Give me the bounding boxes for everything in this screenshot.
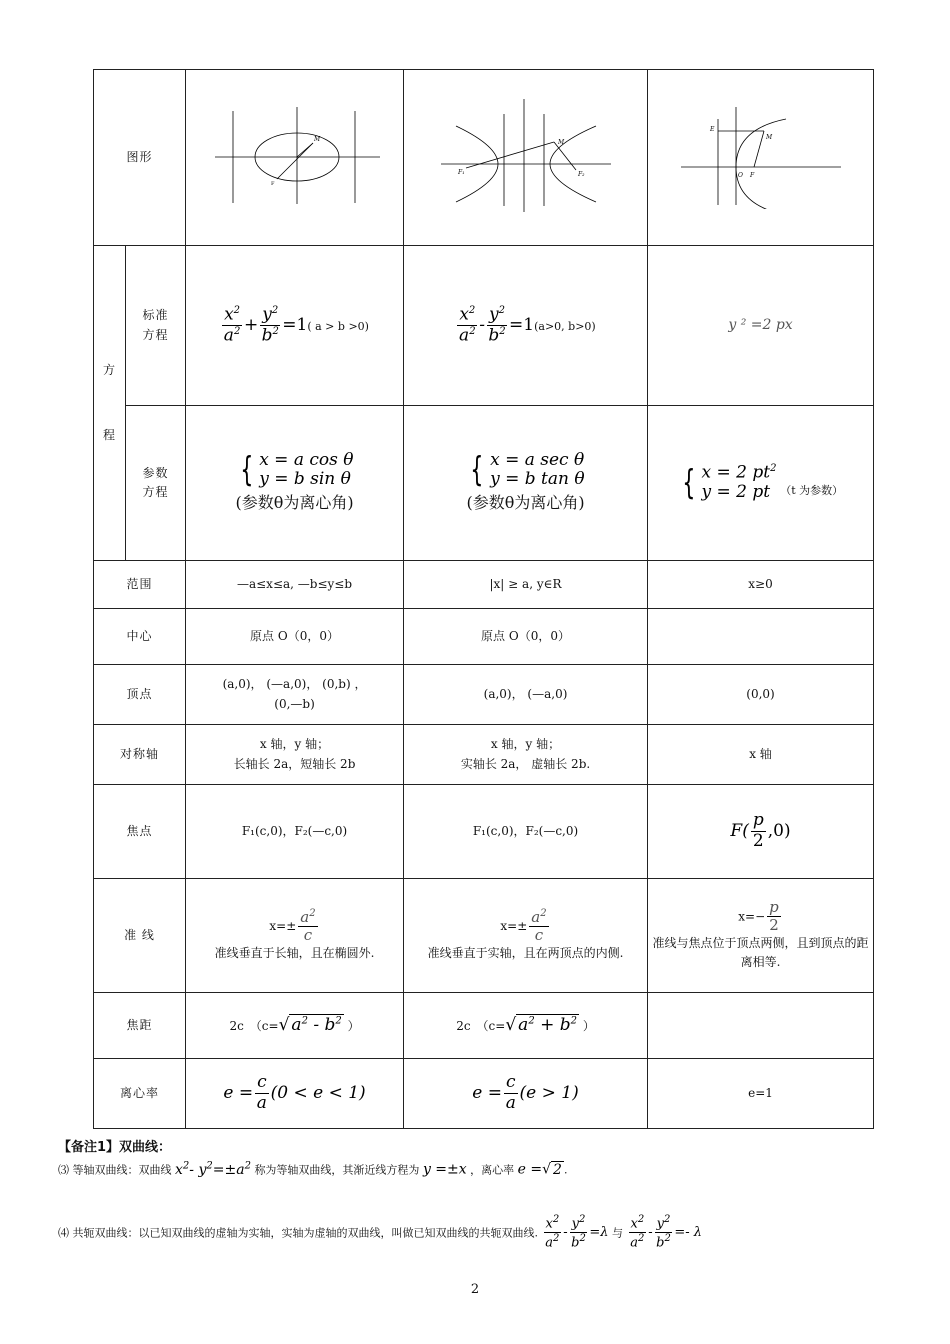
focal-label: 焦距 bbox=[94, 993, 186, 1059]
parabola-standard bbox=[648, 246, 874, 406]
eccentricity-ellipse: e = $\frac{c}{a}$ (0 < e < 1) bbox=[186, 1059, 404, 1129]
axis-row bbox=[94, 725, 874, 785]
eccentricity-label: 离心率 bbox=[94, 1059, 186, 1129]
note-4-with: 与 bbox=[612, 1226, 623, 1240]
vertex-ellipse bbox=[186, 665, 404, 725]
directrix-hyperbola-note: 准线垂直于实轴，且在两顶点的内侧. bbox=[427, 946, 624, 961]
focal-hyperbola: 2c （c=√ $a^2 + b^2$ ） bbox=[404, 993, 648, 1059]
axis-ellipse-line2: 长轴长 2a，短轴长 2b bbox=[233, 756, 356, 771]
note-4: ⑷ 共轭双曲线：以已知双曲线的虚轴为实轴，实轴为虚轴的双曲线，叫做已知双曲线的共轭双曲线. $\frac{x^2}{a^2}$ - $\frac{y^2}{b^2}$ =λ 与 $\frac{x^2}{a^2}$ - $\frac{y^2}{b^2}$ =- λ bbox=[58, 1214, 703, 1251]
ellipse-param-note: (参数θ为离心角) bbox=[235, 492, 354, 512]
axis-ellipse bbox=[186, 725, 404, 785]
axis-hyperbola bbox=[404, 725, 648, 785]
hyperbola-standard: $\frac{x^2}{a^2}$ - $\frac{y^2}{b^2}$ =1(a>0, b>0) bbox=[404, 246, 648, 406]
ellipse-diagram bbox=[205, 99, 385, 209]
directrix-parabola-prefix: x=− bbox=[738, 908, 766, 923]
hyperbola-standard-condition: (a>0, b>0) bbox=[534, 320, 596, 333]
center-parabola bbox=[648, 609, 874, 665]
directrix-hyperbola-prefix: x=± bbox=[500, 918, 528, 933]
axis-hyperbola-line2: 实轴长 2a， 虚轴长 2b. bbox=[460, 756, 591, 771]
hyperbola-param-y: y = b tan θ bbox=[490, 469, 585, 490]
eccentricity-hyperbola: e = $\frac{c}{a}$ (e > 1) bbox=[404, 1059, 648, 1129]
param-label bbox=[126, 406, 186, 561]
parabola-figure bbox=[648, 70, 874, 246]
equation-group-label-1: 方 bbox=[102, 362, 116, 377]
figure-label: 图形 bbox=[94, 70, 186, 246]
parabola-param-x: x = 2 pt bbox=[701, 462, 771, 483]
focal-ellipse: 2c （c=√ $a^2 - b^2$ ） bbox=[186, 993, 404, 1059]
standard-label-text: 标准方程 bbox=[142, 308, 169, 342]
directrix-ellipse: x=± $\frac{a^2}{c}$ 准线垂直于长轴，且在椭圆外. bbox=[186, 879, 404, 993]
svg-text:F: F bbox=[270, 181, 274, 188]
svg-text:F: F bbox=[749, 172, 754, 180]
parabola-standard-text: y ² =2 px bbox=[728, 317, 793, 334]
focal-parabola bbox=[648, 993, 874, 1059]
axis-label: 对称轴 bbox=[94, 725, 186, 785]
vertex-ellipse-line2: (0,—b) bbox=[274, 696, 315, 711]
directrix-parabola: x=− $\frac{p}{2}$ 准线与焦点位于顶点两侧，且到顶点的距离相等. bbox=[648, 879, 874, 993]
equation-group-label-2: 程 bbox=[102, 428, 116, 442]
range-hyperbola: |x| ≥ a, y∈R bbox=[404, 561, 648, 609]
axis-hyperbola-line1: x 轴，y 轴； bbox=[490, 737, 561, 752]
center-label: 中心 bbox=[94, 609, 186, 665]
figure-row bbox=[94, 70, 874, 246]
directrix-ellipse-prefix: x=± bbox=[269, 918, 297, 933]
conic-table bbox=[93, 69, 874, 1129]
note-3-prefix: ⑶ 等轴双曲线：双曲线 bbox=[58, 1163, 172, 1177]
note-3-mid2: ，离心率 bbox=[470, 1163, 515, 1177]
focus-label: 焦点 bbox=[94, 785, 186, 879]
vertex-row bbox=[94, 665, 874, 725]
notes-heading: 【备注1】双曲线： bbox=[58, 1140, 172, 1155]
focus-parabola: F( $\frac{p}{2}$ ,0) bbox=[648, 785, 874, 879]
focal-hyperbola-prefix: 2c （c= bbox=[456, 1018, 506, 1033]
svg-text:M: M bbox=[557, 139, 564, 147]
range-parabola: x≥0 bbox=[648, 561, 874, 609]
range-label: 范围 bbox=[94, 561, 186, 609]
directrix-hyperbola: x=± $\frac{a^2}{c}$ 准线垂直于实轴，且在两顶点的内侧. bbox=[404, 879, 648, 993]
svg-text:E: E bbox=[709, 126, 714, 134]
ellipse-param-x: x = a cos θ bbox=[259, 449, 354, 470]
hyperbola-param: { x = a sec θ y = b tan θ (参数θ为离心角) bbox=[404, 406, 648, 561]
svg-text:M: M bbox=[765, 134, 772, 142]
standard-equation-row bbox=[94, 246, 874, 406]
hyperbola-figure bbox=[404, 70, 648, 246]
svg-text:F₂: F₂ bbox=[577, 171, 585, 179]
eccentricity-hyperbola-cond: (e > 1) bbox=[519, 1083, 579, 1103]
ellipse-figure bbox=[186, 70, 404, 246]
param-label-text: 参数方程 bbox=[142, 465, 169, 499]
axis-parabola: x 轴 bbox=[648, 725, 874, 785]
focus-hyperbola: F₁(c,0)，F₂(—c,0) bbox=[404, 785, 648, 879]
standard-label bbox=[126, 246, 186, 406]
focus-row bbox=[94, 785, 874, 879]
parabola-param: { x = 2 $pt^2$ y = 2 pt （t 为参数） bbox=[648, 406, 874, 561]
focus-ellipse: F₁(c,0)，F₂(—c,0) bbox=[186, 785, 404, 879]
range-row bbox=[94, 561, 874, 609]
directrix-parabola-note: 准线与焦点位于顶点两侧，且到顶点的距离相等. bbox=[652, 936, 869, 970]
parabola-param-y: y = 2 pt bbox=[701, 482, 771, 503]
focal-distance-row bbox=[94, 993, 874, 1059]
note-3-mid: 称为等轴双曲线，其渐近线方程为 bbox=[254, 1163, 420, 1177]
page-number: 2 bbox=[470, 1282, 480, 1297]
eccentricity-parabola: e=1 bbox=[648, 1059, 874, 1129]
directrix-row bbox=[94, 879, 874, 993]
parabola-param-note: （t 为参数） bbox=[780, 484, 844, 497]
svg-text:O: O bbox=[737, 172, 743, 180]
svg-text:M: M bbox=[313, 136, 320, 144]
vertex-label: 顶点 bbox=[94, 665, 186, 725]
directrix-ellipse-note: 准线垂直于长轴，且在椭圆外. bbox=[214, 946, 375, 961]
eccentricity-ellipse-cond: (0 < e < 1) bbox=[270, 1083, 366, 1103]
hyperbola-param-x: x = a sec θ bbox=[490, 449, 585, 470]
vertex-ellipse-line1: (a,0)， (—a,0)， (0,b) ， bbox=[222, 677, 367, 692]
svg-text:F₁: F₁ bbox=[457, 169, 465, 177]
note-3: ⑶ 等轴双曲线：双曲线 $x^2-$ $y^2=\pm a^2$ 称为等轴双曲线，其渐近线方程为 y =±x ，离心率 e =√ 2 . bbox=[58, 1160, 568, 1178]
vertex-parabola: (0,0) bbox=[648, 665, 874, 725]
directrix-label: 准 线 bbox=[94, 879, 186, 993]
ellipse-param: { x = a cos θ y = b sin θ (参数θ为离心角) bbox=[186, 406, 404, 561]
note-4-text: ⑷ 共轭双曲线：以已知双曲线的虚轴为实轴，实轴为虚轴的双曲线，叫做已知双曲线的共轭双曲线. bbox=[58, 1226, 538, 1240]
focal-ellipse-prefix: 2c （c= bbox=[229, 1018, 279, 1033]
range-ellipse: —a≤x≤a, —b≤y≤b bbox=[186, 561, 404, 609]
eccentricity-row bbox=[94, 1059, 874, 1129]
vertex-hyperbola: (a,0)， (—a,0) bbox=[404, 665, 648, 725]
ellipse-standard-condition: ( a > b >0) bbox=[307, 320, 369, 333]
hyperbola-diagram bbox=[436, 94, 616, 214]
parabola-diagram bbox=[676, 99, 846, 209]
ellipse-param-y: y = b sin θ bbox=[259, 469, 351, 490]
center-hyperbola: 原点 O（0，0） bbox=[404, 609, 648, 665]
center-row bbox=[94, 609, 874, 665]
hyperbola-param-note: (参数θ为离心角) bbox=[466, 492, 585, 512]
ellipse-standard: $\frac{x^2}{a^2}$ + $\frac{y^2}{b^2}$ =1( a > b >0) bbox=[186, 246, 404, 406]
equation-group-label bbox=[94, 246, 126, 561]
parametric-equation-row bbox=[94, 406, 874, 561]
center-ellipse: 原点 O（0，0） bbox=[186, 609, 404, 665]
axis-ellipse-line1: x 轴，y 轴； bbox=[259, 737, 330, 752]
